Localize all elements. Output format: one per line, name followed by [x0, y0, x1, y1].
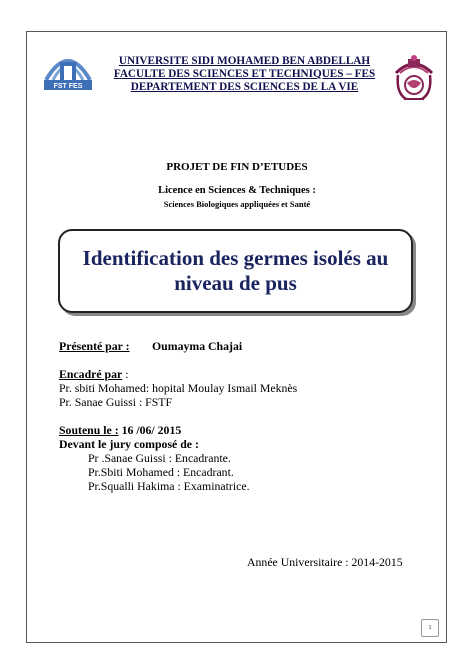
thesis-title-box	[58, 229, 413, 313]
supervisor-1: Pr. sbiti Mohamed: hopital Moulay Ismail Meknès	[59, 381, 298, 395]
page-border	[26, 31, 447, 643]
jury-member: Pr.Squalli Hakima : Examinatrice.	[88, 479, 250, 493]
supervisor-2: Pr. Sanae Guissi : FSTF	[59, 395, 173, 409]
specialty-line: Sciences Biologiques appliquées et Santé	[163, 199, 311, 209]
institution-header	[107, 55, 382, 94]
supervised-colon: :	[122, 367, 129, 381]
jury-member: Pr .Sanae Guissi : Encadrante.	[88, 451, 231, 465]
licence-line: Licence en Sciences & Techniques :	[158, 185, 316, 196]
university-name: UNIVERSITE SIDI MOHAMED BEN ABDELLAH	[118, 55, 371, 67]
defense-date: 16 /06/ 2015	[118, 423, 182, 437]
department-name: DEPARTEMENT DES SCIENCES DE LA VIE	[130, 81, 359, 93]
page-number: 1	[421, 619, 439, 637]
supervised-label: Encadré par	[59, 367, 123, 381]
jury-label: Devant le jury composé de :	[59, 437, 199, 451]
left-logo-text: FST FES	[53, 83, 83, 90]
supervised-label-row	[59, 367, 128, 382]
project-title: PROJET DE FIN D’ETUDES	[166, 161, 308, 173]
fst-fes-logo	[38, 46, 98, 92]
jury-member: Pr.Sbiti Mohamed : Encadrant.	[88, 465, 234, 479]
student-name: Oumayma Chajai	[152, 339, 243, 353]
usmba-emblem	[392, 53, 436, 103]
defense-date-row	[59, 423, 181, 438]
thesis-title: Identification des germes isolés au niveau de pus	[82, 246, 389, 295]
defense-label: Soutenu le :	[59, 423, 119, 437]
presented-by-label: Présenté par :	[59, 339, 130, 353]
faculty-name: FACULTE DES SCIENCES ET TECHNIQUES – FES	[113, 68, 376, 80]
academic-year: Année Universitaire : 2014-2015	[247, 555, 403, 569]
